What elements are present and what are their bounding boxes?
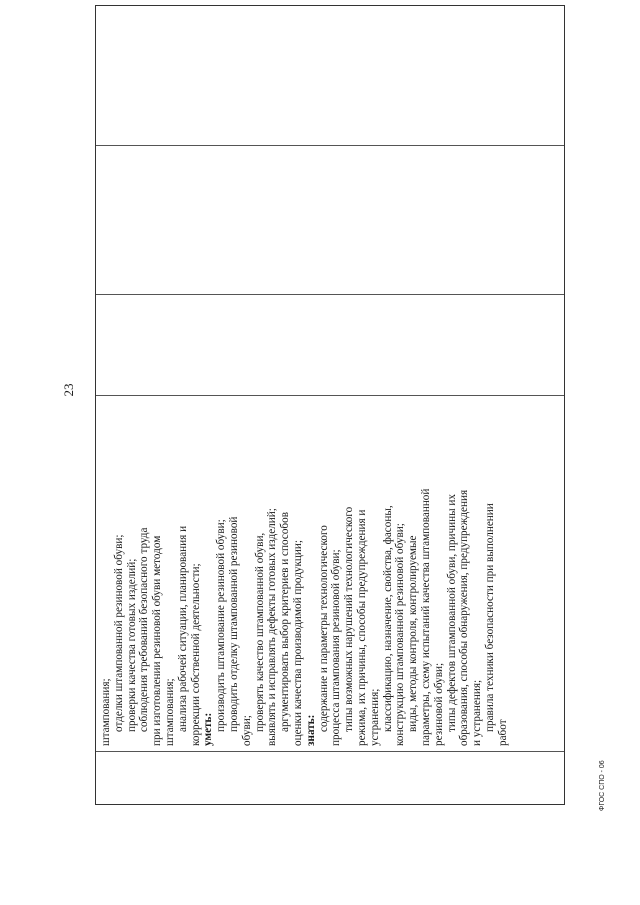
text-line: производить штампование резиновой обуви; xyxy=(215,519,228,732)
text-line: виды, методы контроля, контролируемые xyxy=(407,535,420,732)
text-line: соблюдения требований безопасного труда xyxy=(138,527,151,732)
text-line: проверки качества готовых изделий; xyxy=(125,558,138,732)
text-line: проводить отделку штампованной резиновой xyxy=(227,516,240,732)
text-line: содержание и параметры технологического xyxy=(317,525,330,732)
text-line: правила техники безопасности при выполнении xyxy=(483,503,496,732)
text-line: резиновой обуви; xyxy=(432,662,445,746)
text-line: образования, способы обнаружения, предупреждения xyxy=(458,489,471,746)
content-cell xyxy=(100,406,510,746)
rotated-page xyxy=(61,5,606,811)
section-heading-znat: знать: xyxy=(304,714,317,746)
text-line: отделки штампованной резиновой обуви; xyxy=(112,534,125,732)
text-line: анализа рабочей ситуации, планирования и xyxy=(176,525,189,732)
text-line: и устранения; xyxy=(471,679,484,746)
text-line: работ xyxy=(496,719,509,746)
document-code: ФГОС СПО - 06 xyxy=(599,760,606,811)
text-line: режима, их причины, способы предупреждения и xyxy=(355,509,368,746)
section-heading-umet: уметь: xyxy=(202,712,215,746)
text-line: коррекции собственной деятельности; xyxy=(189,563,202,746)
column-divider xyxy=(96,395,564,396)
text-line: аргументировать выбор критериев и способов xyxy=(279,512,292,732)
column-divider xyxy=(96,294,564,295)
text-line: обуви; xyxy=(240,715,253,746)
text-line: штампования; xyxy=(100,678,112,746)
text-line: устранения; xyxy=(368,688,381,746)
text-line: при изготовлении резиновой обуви методом xyxy=(151,535,164,746)
competency-table xyxy=(95,5,565,805)
column-divider xyxy=(96,145,564,146)
page-number: 23 xyxy=(61,383,76,397)
text-line: процесса штампования резиновой обуви; xyxy=(330,549,343,746)
text-line: выявлять и исправлять дефекты готовых изделий; xyxy=(266,508,279,746)
text-line: штампования; xyxy=(163,678,176,746)
text-line: параметры, схему испытаний качества штампованной xyxy=(419,488,432,746)
text-line: классификацию, назначение, свойства, фасоны, xyxy=(381,505,394,732)
column-divider xyxy=(96,751,564,752)
text-line: оценки качества производимой продукции; xyxy=(291,540,304,746)
text-line: типы возможных нарушений технологического xyxy=(343,506,356,732)
text-line: типы дефектов штампованной обуви, причины их xyxy=(445,494,458,732)
text-line: проверять качество штампованной обуви, xyxy=(253,532,266,732)
text-line: конструкцию штампованной резиновой обуви; xyxy=(394,523,407,746)
